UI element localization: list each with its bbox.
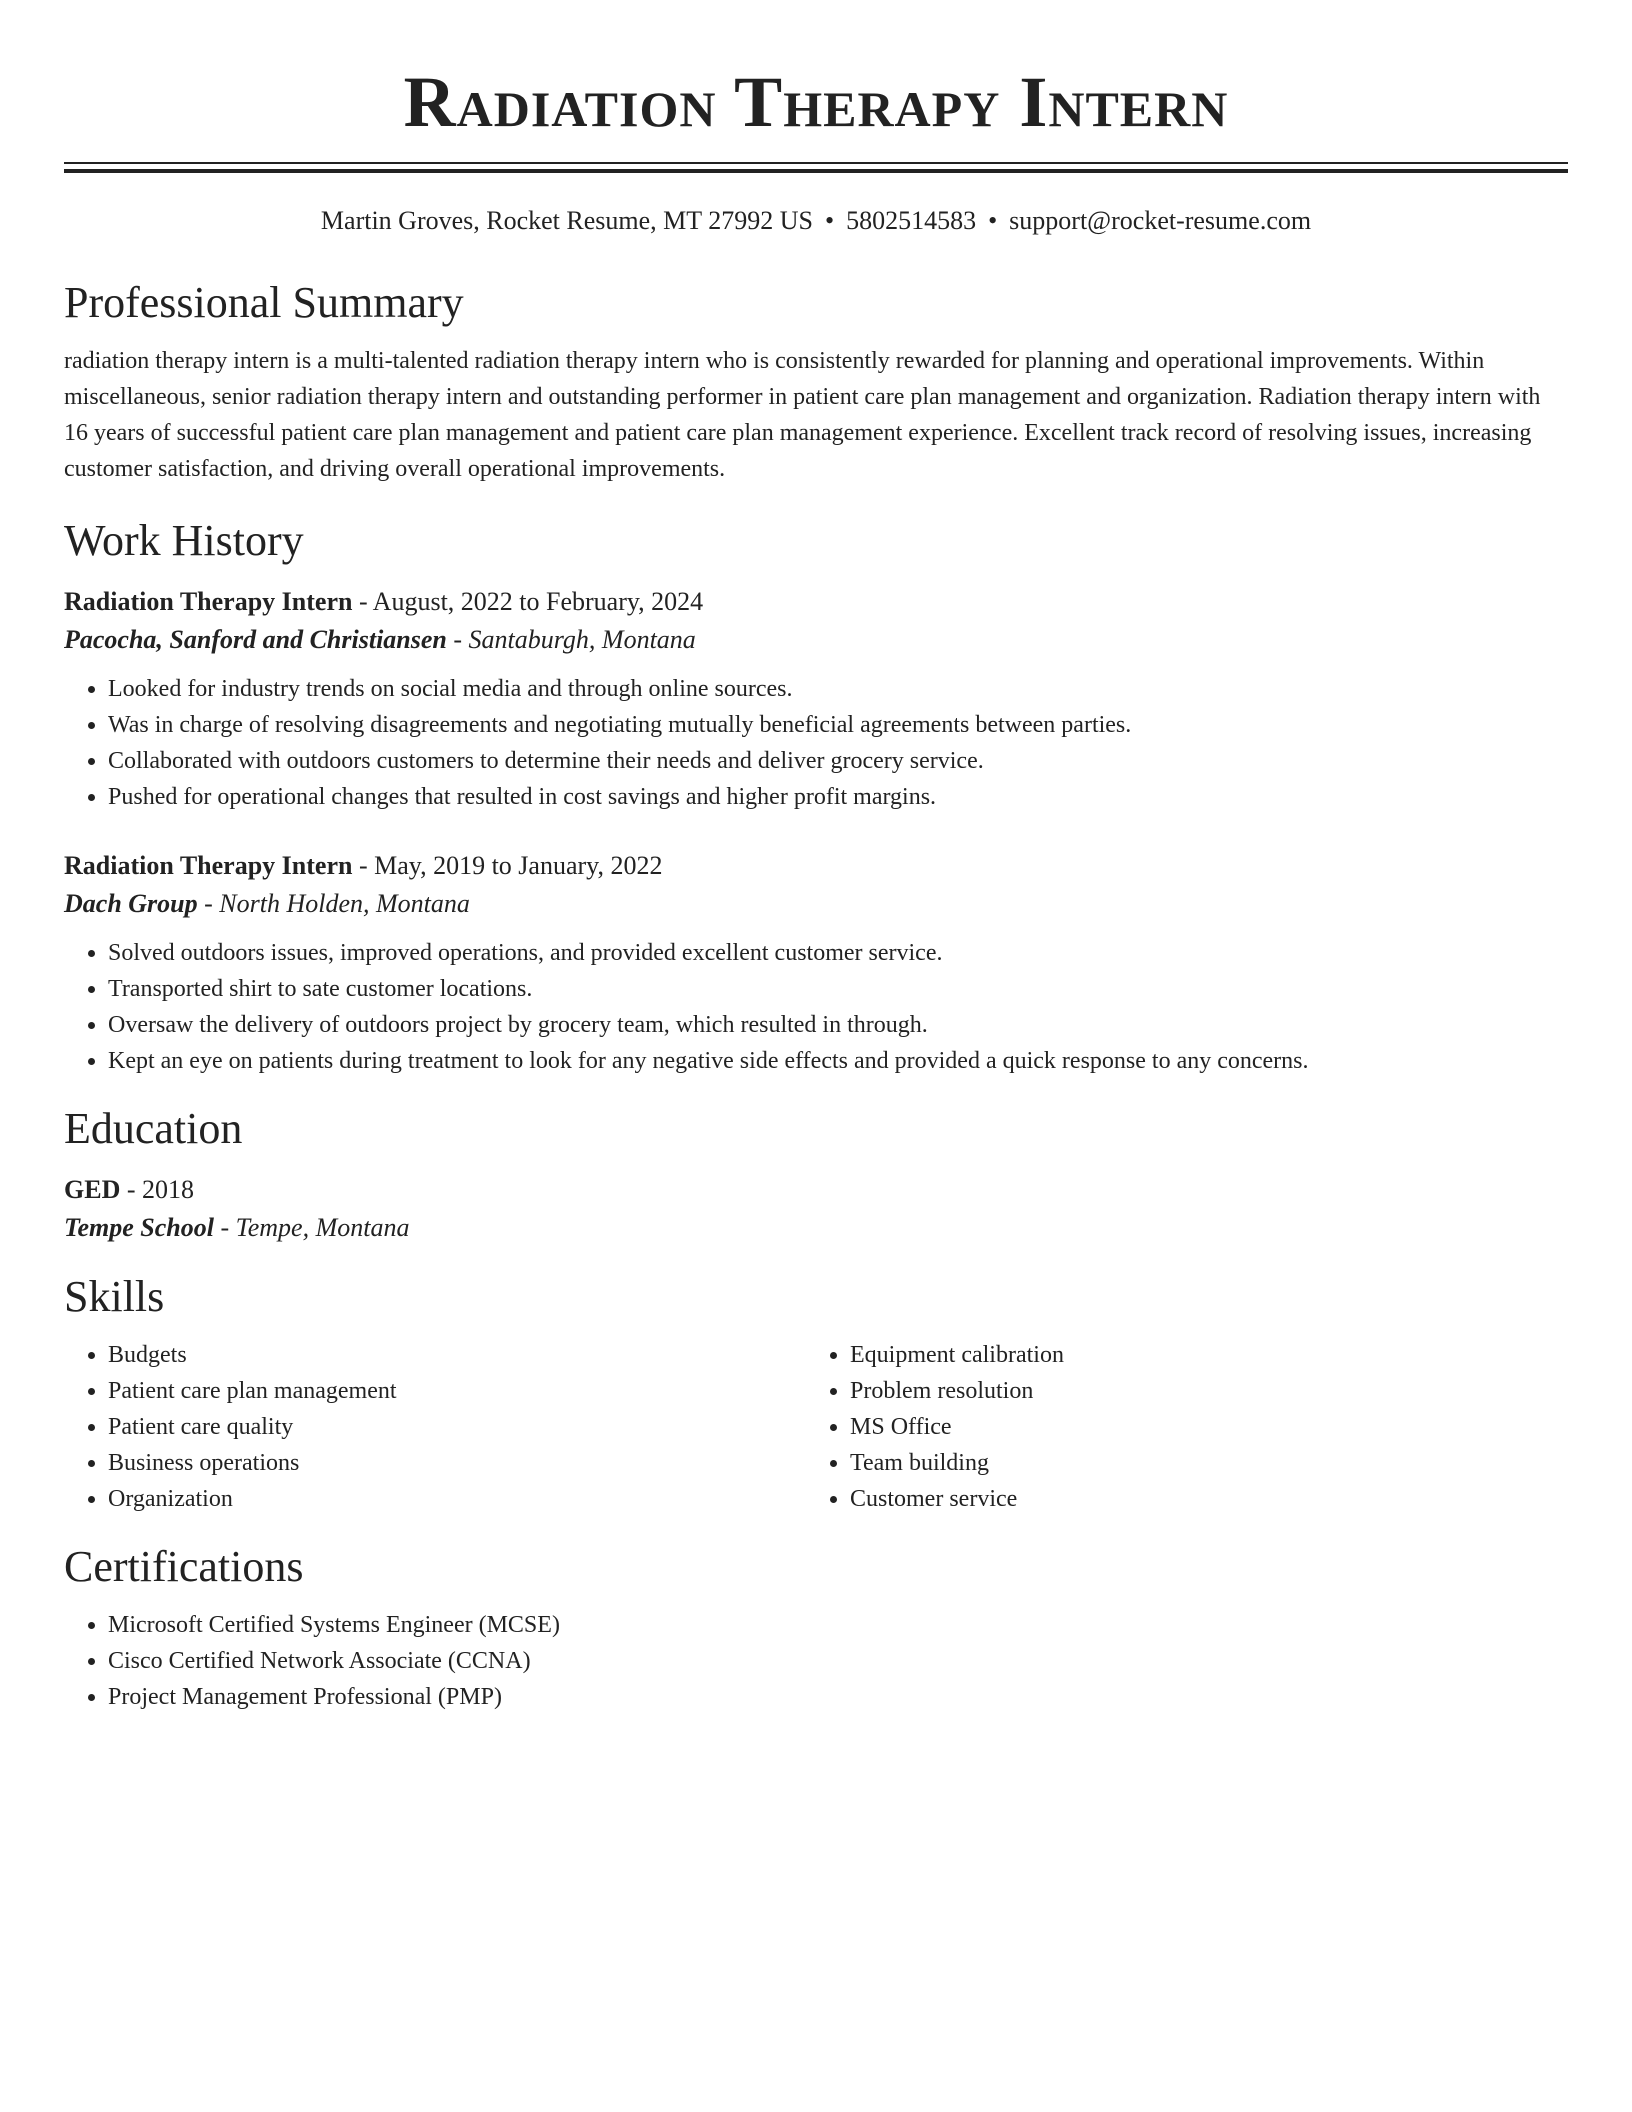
education-school: Tempe School (64, 1213, 214, 1242)
summary-heading: Professional Summary (64, 278, 464, 327)
certification-item: • Microsoft Certified Systems Engineer (MCSE) (108, 1607, 1568, 1643)
skill-item: • Budgets (108, 1337, 806, 1373)
certification-item: • Project Management Professional (PMP) (108, 1679, 1568, 1715)
contact-email: support@rocket-resume.com (1009, 206, 1312, 235)
skills-heading: Skills (64, 1272, 165, 1321)
job-bullets (64, 935, 1568, 1079)
list-item: • Was in charge of resolving disagreements and negotiating mutually beneficial agreements between parties. (108, 707, 1568, 743)
contact-line (64, 203, 1568, 239)
skill-item: • Business operations (108, 1445, 806, 1481)
education-year: - 2018 (126, 1175, 195, 1204)
contact-address: Martin Groves, Rocket Resume, MT 27992 US (320, 206, 813, 235)
job-dates: - May, 2019 to January, 2022 (358, 851, 663, 880)
education-degree-line (64, 1171, 1568, 1209)
list-item: • Looked for industry trends on social media and through online sources. (108, 671, 1568, 707)
certifications-list (64, 1607, 1568, 1715)
contact-separator: • (988, 206, 998, 235)
contact-phone: 5802514583 (846, 206, 977, 235)
education-location: - Tempe, Montana (220, 1213, 410, 1242)
skills-column-left (64, 1337, 806, 1517)
contact-separator: • (824, 206, 835, 235)
work-history-heading: Work History (64, 516, 304, 565)
job-location: - Santaburgh, Montana (453, 625, 696, 654)
job-bullets (64, 671, 1568, 815)
job-company: Pacocha, Sanford and Christiansen (64, 625, 447, 654)
skill-item: • Problem resolution (850, 1373, 1548, 1409)
education-degree: GED (64, 1175, 121, 1204)
resume-title: Radiation Therapy Intern (403, 62, 1229, 142)
job-company-line (64, 621, 1568, 659)
list-item: • Pushed for operational changes that resulted in cost savings and higher profit margins. (108, 779, 1568, 815)
job-title: Radiation Therapy Intern (64, 851, 353, 880)
skill-item: • Organization (108, 1481, 806, 1517)
certification-item: • Cisco Certified Network Associate (CCNA) (108, 1643, 1568, 1679)
skill-item: • Patient care plan management (108, 1373, 806, 1409)
list-item: • Transported shirt to sate customer locations. (108, 971, 1568, 1007)
list-item: • Oversaw the delivery of outdoors project by grocery team, which resulted in through. (108, 1007, 1568, 1043)
skill-item: • MS Office (850, 1409, 1548, 1445)
skills-column-right (806, 1337, 1548, 1517)
job-header (64, 583, 1568, 621)
list-item: • Collaborated with outdoors customers to determine their needs and deliver grocery service. (108, 743, 1568, 779)
job-company-line (64, 885, 1568, 923)
skills-grid (64, 1337, 1568, 1517)
job-header (64, 847, 1568, 885)
job-location: - North Holden, Montana (204, 889, 470, 918)
title-rule-thick (64, 169, 1568, 173)
education-school-line (64, 1209, 1568, 1247)
certifications-heading: Certifications (64, 1542, 304, 1591)
summary-text: radiation therapy intern is a multi-talented radiation therapy intern who is consistently rewarded for planning and operational improvements. Within miscellaneous, senior radiation therapy intern and outstanding performer in patient care plan management and organization. Radiation therapy intern with 16 years of successful patient care plan management and patient care plan management experience. Excellent track record of resolving issues, increasing customer satisfaction, and driving overall operational improvements. (64, 348, 1541, 482)
title-rule-thin (64, 162, 1568, 164)
job-entry (64, 847, 1568, 1079)
job-title: Radiation Therapy Intern (64, 587, 353, 616)
job-company: Dach Group (64, 889, 198, 918)
education-heading: Education (64, 1104, 243, 1153)
job-dates: - August, 2022 to February, 2024 (358, 587, 704, 616)
list-item: • Solved outdoors issues, improved operations, and provided excellent customer service. (108, 935, 1568, 971)
skill-item: • Team building (850, 1445, 1548, 1481)
job-entry (64, 583, 1568, 815)
skill-item: • Equipment calibration (850, 1337, 1548, 1373)
skill-item: • Patient care quality (108, 1409, 806, 1445)
list-item: • Kept an eye on patients during treatment to look for any negative side effects and provided a quick response to any concerns. (108, 1043, 1568, 1079)
skill-item: • Customer service (850, 1481, 1548, 1517)
